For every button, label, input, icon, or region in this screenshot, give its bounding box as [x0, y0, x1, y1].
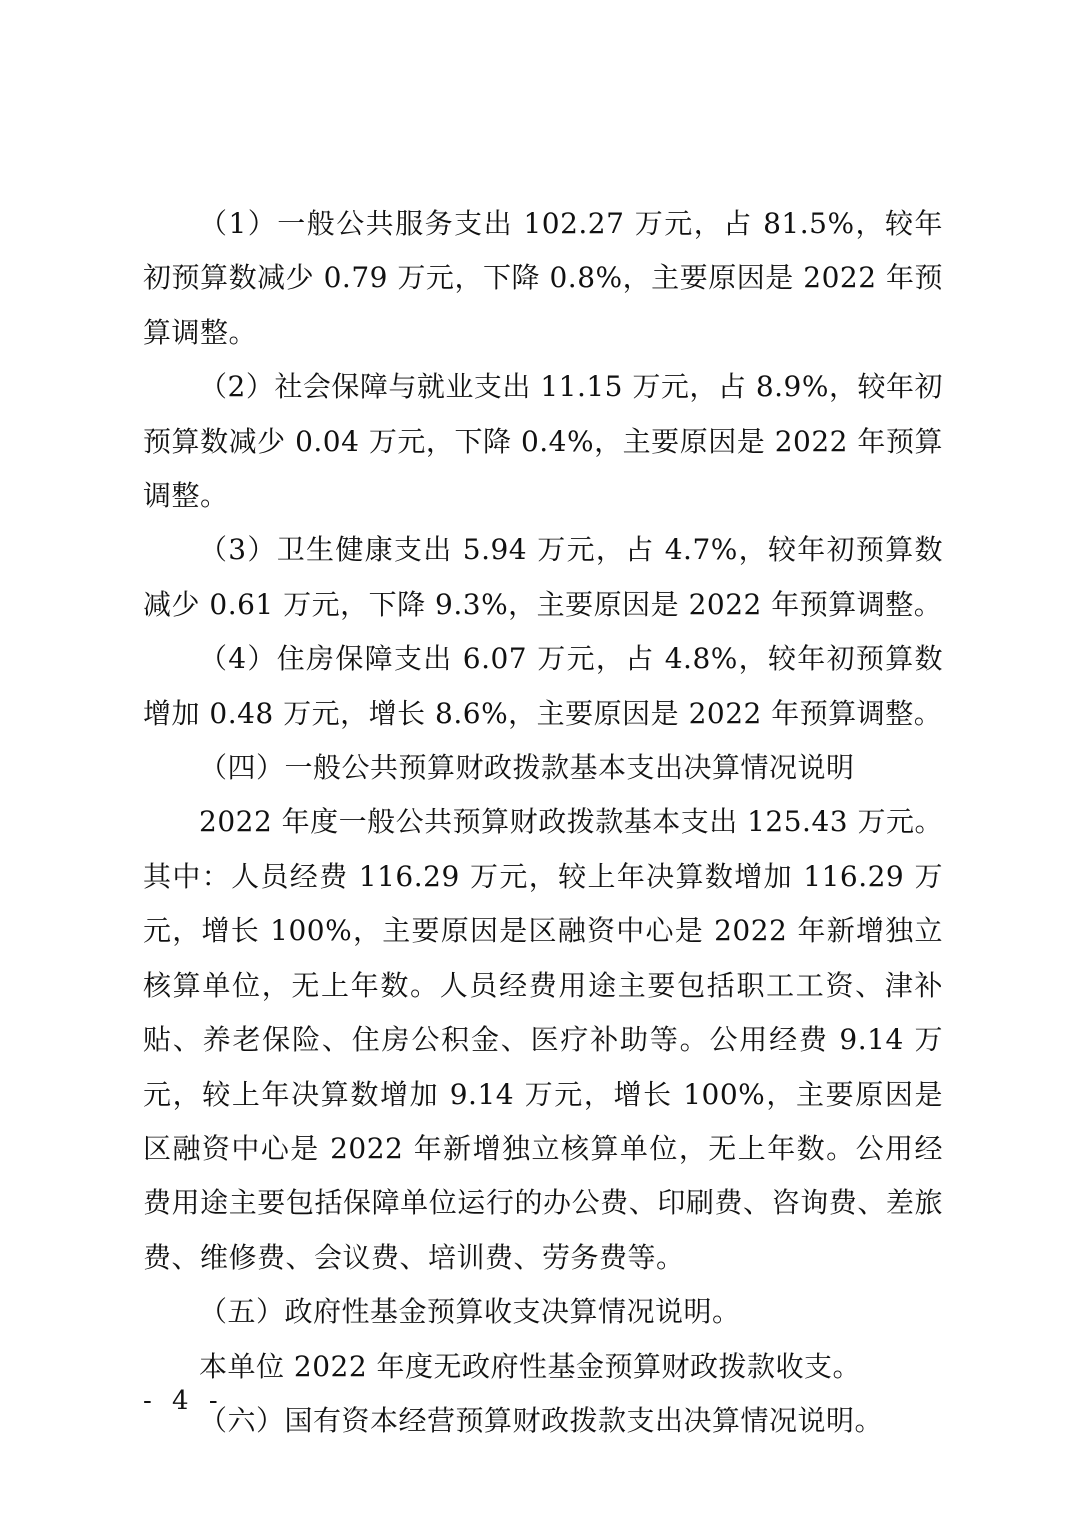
paragraph-basic-expenditure: 2022 年度一般公共预算财政拨款基本支出 125.43 万元。其中：人员经费 116.29 万元，较上年决算数增加 116.29 万元，增长 100%，主要原因是区融资中心是 2022 年新增独立核算单位，无上年数。人员经费用途主要包括职工工资、津补贴、养老保险、住房公积金、医疗补助等。公用经费 9.14 万元，较上年决算数增加 9.14 万元，增长 100%，主要原因是区融资中心是 2022 年新增独立核算单位，无上年数。公用经费用途主要包括保障单位运行的办公费、印刷费、咨询费、差旅费、维修费、会议费、培训费、劳务费等。	[143, 805, 943, 1274]
section-heading-basic-expenditure: （四）一般公共预算财政拨款基本支出决算情况说明	[199, 751, 855, 785]
paragraph-government-funds: 本单位 2022 年度无政府性基金预算财政拨款收支。	[199, 1349, 862, 1383]
paragraph-housing: （4）住房保障支出 6.07 万元，占 4.8%，较年初预算数增加 0.48 万元，增长 8.6%，主要原因是 2022 年预算调整。	[143, 642, 943, 730]
page-number: - 4 -	[143, 1386, 224, 1416]
paragraph-general-public-services: （1）一般公共服务支出 102.27 万元，占 81.5%，较年初预算数减少 0.79 万元，下降 0.8%，主要原因是 2022 年预算调整。	[143, 207, 943, 349]
section-heading-government-funds: （五）政府性基金预算收支决算情况说明。	[199, 1295, 741, 1329]
document-body	[143, 197, 943, 1448]
paragraph-social-security-employment: （2）社会保障与就业支出 11.15 万元，占 8.9%，较年初预算数减少 0.04 万元，下降 0.4%，主要原因是 2022 年预算调整。	[143, 370, 943, 513]
section-heading-state-capital: （六）国有资本经营预算财政拨款支出决算情况说明。	[199, 1403, 884, 1437]
paragraph-health: （3）卫生健康支出 5.94 万元，占 4.7%，较年初预算数减少 0.61 万元，下降 9.3%，主要原因是 2022 年预算调整。	[143, 533, 943, 621]
